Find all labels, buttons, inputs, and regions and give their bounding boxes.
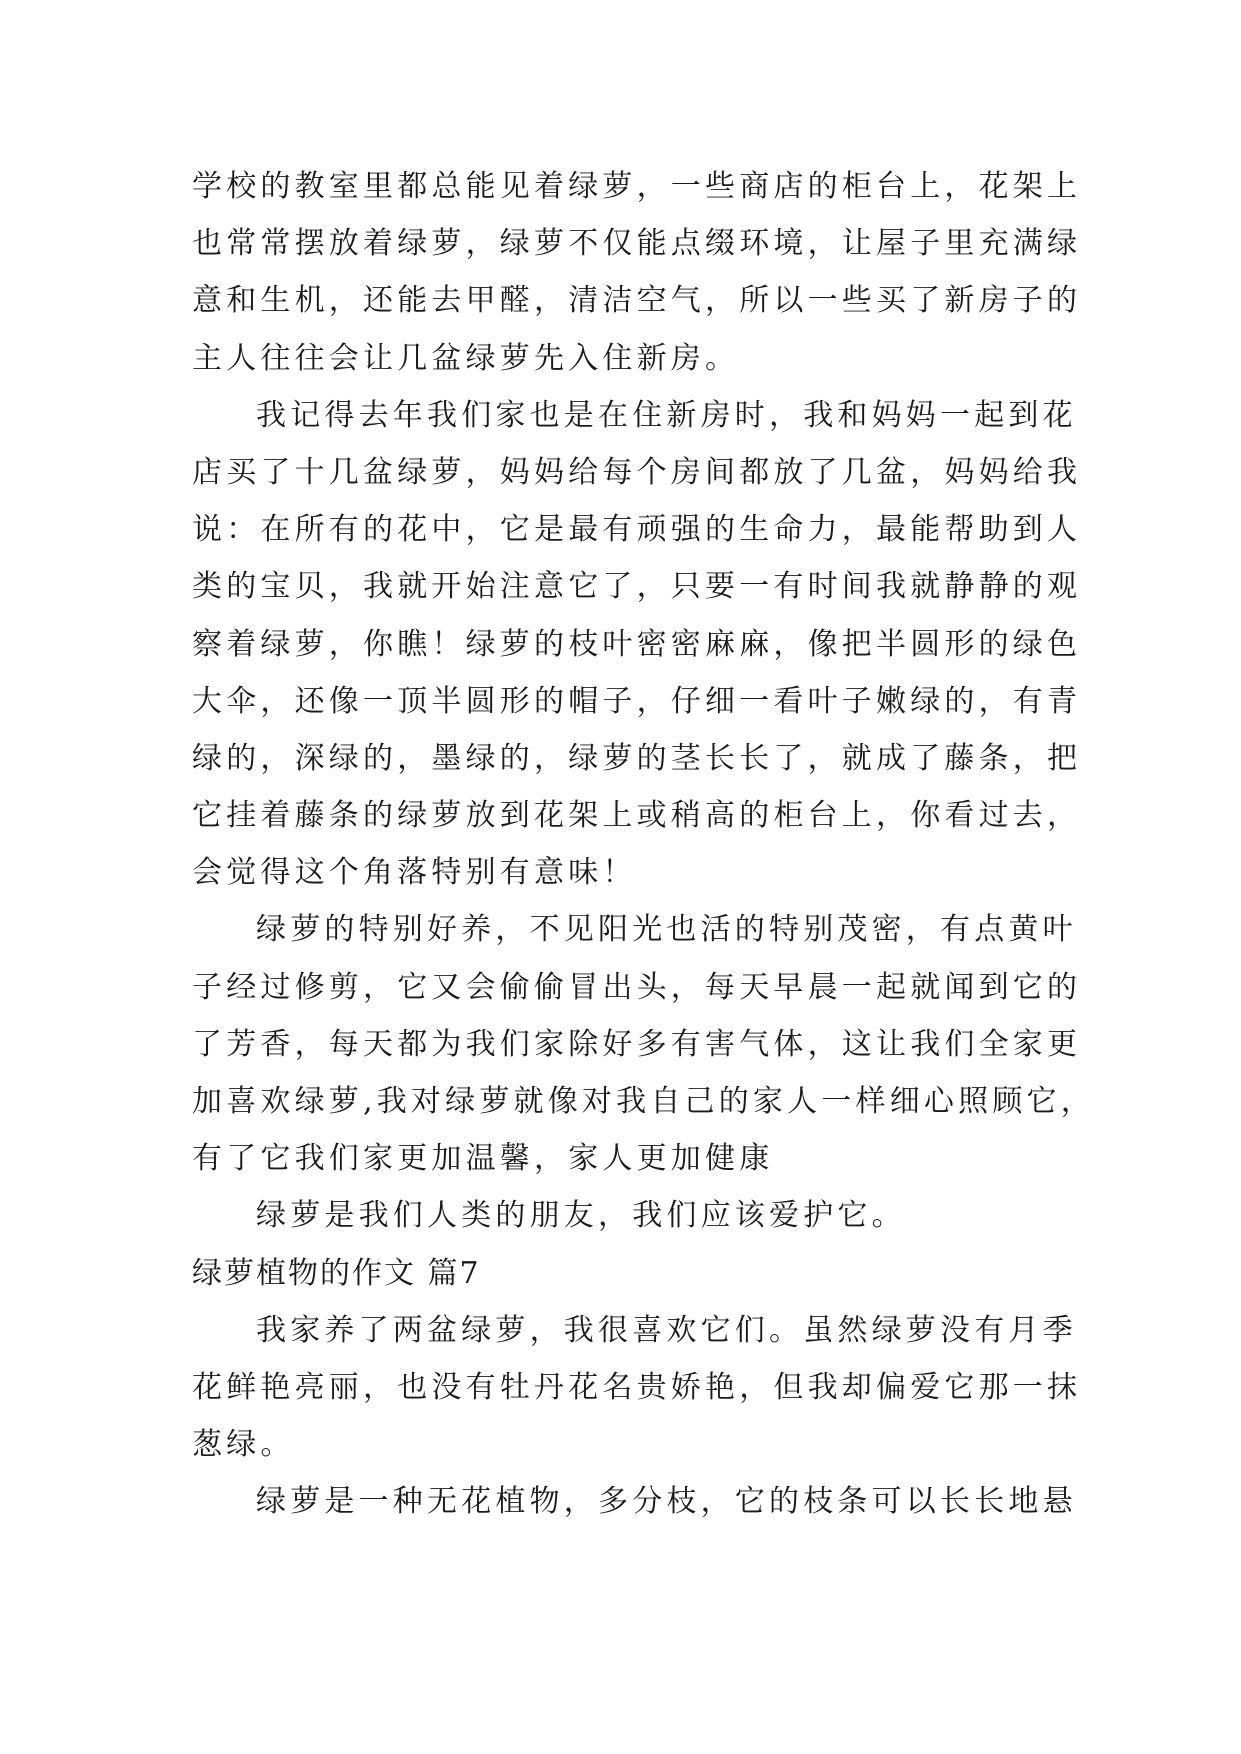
text-line: 主人往往会让几盆绿萝先入住新房。: [192, 340, 740, 376]
text-line: 花鲜艳亮丽，也没有牡丹花名贵娇艳，但我却偏爱它那一抹: [192, 1369, 1082, 1405]
paragraph-first-line: 绿萝是我们人类的朋友，我们应该爱护它。: [256, 1198, 906, 1234]
text-line: 也常常摆放着绿萝，绿萝不仅能点缀环境，让屋子里充满绿: [192, 226, 1082, 262]
text-line: 大伞，还像一顶半圆形的帽子，仔细一看叶子嫩绿的，有青: [192, 683, 1082, 719]
text-line: 有了它我们家更加温馨，家人更加健康: [192, 1141, 774, 1177]
paragraph-first-line: 我家养了两盆绿萝，我很喜欢它们。虽然绿萝没有月季: [256, 1312, 1077, 1348]
text-line: 会觉得这个角落特别有意味！: [192, 855, 637, 891]
text-line: 意和生机，还能去甲醛，清洁空气，所以一些买了新房子的: [192, 283, 1082, 319]
text-line: 葱绿。: [192, 1427, 295, 1463]
paragraph-first-line: 我记得去年我们家也是在住新房时，我和妈妈一起到花: [256, 397, 1077, 433]
text-line: 说：在所有的花中，它是最有顽强的生命力，最能帮助到人: [192, 512, 1082, 548]
section-heading: 绿萝植物的作文 篇7: [192, 1255, 481, 1291]
text-line: 绿的，深绿的，墨绿的，绿萝的茎长长了，就成了藤条，把: [192, 740, 1082, 776]
text-line: 店买了十几盆绿萝，妈妈给每个房间都放了几盆，妈妈给我: [192, 454, 1082, 490]
text-line: 了芳香，每天都为我们家除好多有害气体，这让我们全家更: [192, 1026, 1082, 1062]
paragraph-first-line: 绿萝的特别好养，不见阳光也活的特别茂密，有点黄叶: [256, 912, 1077, 948]
text-line: 察着绿萝，你瞧！绿萝的枝叶密密麻麻，像把半圆形的绿色: [192, 626, 1082, 662]
text-line: 类的宝贝，我就开始注意它了，只要一有时间我就静静的观: [192, 569, 1082, 605]
text-line: 加喜欢绿萝,我对绿萝就像对我自己的家人一样细心照顾它，: [192, 1084, 1095, 1119]
text-line: 学校的教室里都总能见着绿萝，一些商店的柜台上，花架上: [192, 169, 1082, 204]
paragraph-first-line: 绿萝是一种无花植物，多分枝，它的枝条可以长长地悬: [256, 1484, 1077, 1520]
text-line: 子经过修剪，它又会偷偷冒出头，每天早晨一起就闻到它的: [192, 969, 1082, 1005]
essay-text: [192, 158, 1095, 1531]
text-line: 它挂着藤条的绿萝放到花架上或稍高的柜台上，你看过去，: [192, 798, 1082, 834]
